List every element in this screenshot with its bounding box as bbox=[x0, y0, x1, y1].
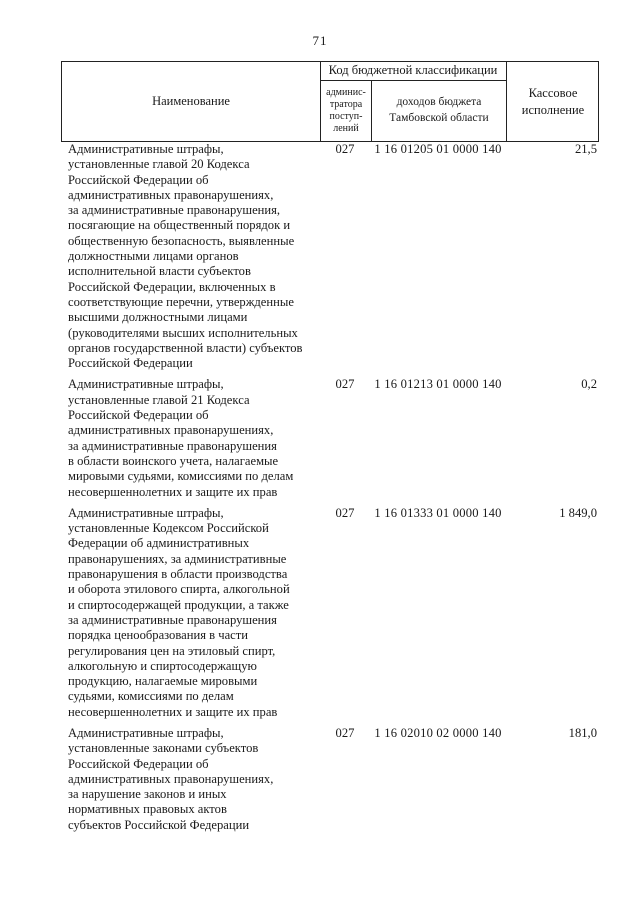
row-name: Административные штрафы, установленные законами субъектов Российской Федерации об административных правонарушениях, за нарушение законов и иных нормативных правовых актов субъектов Российской Федерации bbox=[68, 725, 274, 832]
row-amount: 0,2 bbox=[581, 377, 597, 392]
header-divider bbox=[506, 62, 507, 141]
table-header bbox=[61, 61, 599, 142]
header-income: доходов бюджета Тамбовской области bbox=[389, 96, 489, 124]
row-income-code: 1 16 01205 01 0000 140 bbox=[374, 142, 502, 156]
page-number: 71 bbox=[312, 33, 328, 48]
row-income-code: 1 16 02010 02 0000 140 bbox=[374, 725, 502, 740]
header-cash-execution: Кассовое исполнение bbox=[521, 86, 585, 117]
table-row bbox=[61, 142, 601, 371]
row-income-code: 1 16 01333 01 0000 140 bbox=[374, 505, 502, 520]
header-budget-code: Код бюджетной классификации bbox=[328, 63, 498, 78]
row-income-code: 1 16 01213 01 0000 140 bbox=[374, 377, 502, 392]
header-administrator: админис- тратора поступ- лений bbox=[326, 87, 366, 134]
row-administrator-code: 027 bbox=[335, 725, 355, 740]
header-name: Наименование bbox=[152, 93, 230, 108]
row-administrator-code: 027 bbox=[335, 505, 355, 520]
row-amount: 1 849,0 bbox=[559, 505, 597, 520]
header-divider bbox=[371, 80, 372, 141]
row-name: Административные штрафы, установленные Кодексом Российской Федерации об административных правонарушениях, за административные правонарушения в области производства и оборота этилового спирта, алкогольной и спиртосодержащей продукции, а также за административные правонарушения порядка ценообразования в части регулирования цен на этиловый спирт, алкогольную и спиртосодержащую продукцию, налагаемые мировыми судьями, комиссиями по делам несовершеннолетних и защите их прав bbox=[68, 505, 290, 719]
row-amount: 21,5 bbox=[574, 142, 597, 156]
table-body bbox=[61, 142, 601, 839]
row-name: Административные штрафы, установленные главой 20 Кодекса Российской Федерации об административных правонарушениях, за административные правонарушения, посягающие на общественный порядок и общественную безопасность, выявленные должностными лицами органов исполнительной власти субъектов Российской Федерации, включенных в соответствующие перечни, утвержденные высшими должностными лицами (руководителями высших исполнительных органов государственной власти) субъектов Российской Федерации bbox=[68, 142, 303, 371]
row-administrator-code: 027 bbox=[335, 377, 355, 392]
table-row bbox=[61, 377, 601, 499]
table-row bbox=[61, 726, 601, 833]
row-name: Административные штрафы, установленные главой 21 Кодекса Российской Федерации об административных правонарушениях, за административные правонарушения в области воинского учета, налагаемые мировыми судьями, комиссиями по делам несовершеннолетних и защите их прав bbox=[68, 377, 294, 499]
header-divider bbox=[320, 80, 506, 81]
row-amount: 181,0 bbox=[568, 725, 597, 740]
row-administrator-code: 027 bbox=[335, 142, 355, 156]
table-row bbox=[61, 506, 601, 720]
header-divider bbox=[320, 62, 321, 141]
